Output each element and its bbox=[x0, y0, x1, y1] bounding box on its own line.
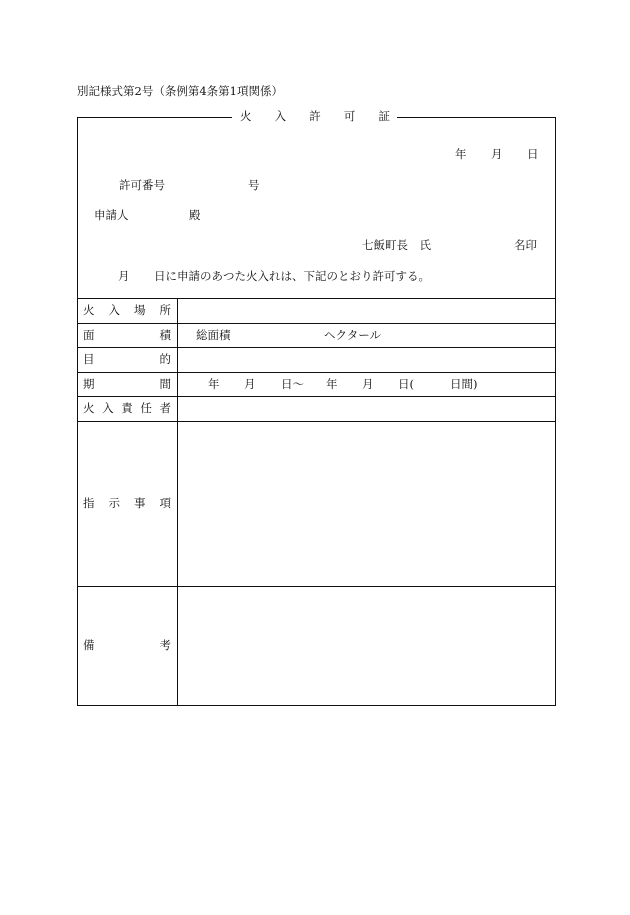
row-line-1 bbox=[77, 323, 556, 324]
purpose-label-char: 的 bbox=[159, 352, 171, 366]
period-start-year: 年 bbox=[208, 377, 220, 391]
period-label bbox=[83, 379, 171, 391]
title-char-5: 証 bbox=[378, 109, 390, 123]
location-label-char: 所 bbox=[159, 303, 171, 317]
period-label-char: 間 bbox=[159, 377, 171, 391]
title-char-3: 許 bbox=[309, 109, 321, 123]
period-end-month: 月 bbox=[362, 377, 374, 391]
remarks-label-char: 備 bbox=[83, 638, 95, 652]
area-label bbox=[83, 330, 171, 342]
applicant-honorific: 殿 bbox=[189, 208, 201, 222]
area-unit: ヘクタール bbox=[324, 328, 382, 342]
location-label-char: 入 bbox=[108, 303, 120, 317]
title-char-4: 可 bbox=[343, 109, 356, 123]
permit-number-label: 許可番号 bbox=[119, 178, 165, 192]
responsible-label bbox=[83, 403, 171, 415]
period-start-month: 月 bbox=[244, 377, 256, 391]
statement-text: 日に申請のあつた火入れは、下記のとおり許可する。 bbox=[154, 269, 430, 283]
label-column-divider bbox=[177, 298, 178, 706]
instructions-label-char: 指 bbox=[83, 496, 95, 510]
table-bottom-line bbox=[77, 705, 556, 706]
date-month: 月 bbox=[491, 147, 503, 161]
purpose-label-char: 目 bbox=[83, 352, 95, 366]
title-char-2: 入 bbox=[274, 109, 287, 123]
remarks-label-char: 考 bbox=[159, 638, 171, 652]
frame-top-right bbox=[397, 117, 556, 118]
statement-month: 月 bbox=[118, 269, 130, 283]
permit-number-suffix: 号 bbox=[248, 178, 260, 192]
responsible-label-char: 任 bbox=[140, 401, 152, 415]
table-top-line bbox=[77, 298, 556, 299]
purpose-label bbox=[83, 354, 171, 366]
period-end-year: 年 bbox=[326, 377, 338, 391]
row-line-2 bbox=[77, 347, 556, 348]
row-line-6 bbox=[77, 586, 556, 587]
row-line-4 bbox=[77, 396, 556, 397]
period-end-day: 日( bbox=[398, 377, 414, 391]
remarks-label bbox=[83, 640, 171, 652]
title-char-1: 火 bbox=[240, 109, 252, 123]
applicant-label: 申請人 bbox=[94, 208, 129, 222]
certificate-title bbox=[240, 111, 390, 123]
date-day: 日 bbox=[527, 147, 539, 161]
instructions-label-char: 項 bbox=[159, 496, 171, 510]
responsible-label-char: 入 bbox=[102, 401, 114, 415]
form-heading: 別記様式第2号（条例第4条第1項関係） bbox=[77, 84, 283, 98]
responsible-label-char: 火 bbox=[83, 401, 95, 415]
area-total-label: 総面積 bbox=[196, 328, 231, 342]
responsible-label-char: 責 bbox=[121, 401, 133, 415]
frame-right bbox=[555, 117, 556, 706]
row-line-3 bbox=[77, 372, 556, 373]
instructions-label bbox=[83, 498, 171, 510]
issuer-seal: 名印 bbox=[514, 238, 537, 252]
period-start-day: 日〜 bbox=[281, 377, 304, 391]
issuer-title: 七飯町長 氏 bbox=[362, 238, 431, 252]
location-label-char: 場 bbox=[134, 303, 146, 317]
instructions-label-char: 示 bbox=[108, 496, 120, 510]
date-year: 年 bbox=[455, 147, 467, 161]
location-label bbox=[83, 305, 171, 317]
area-label-char: 面 bbox=[83, 328, 95, 342]
period-days: 日間) bbox=[450, 377, 478, 391]
area-label-char: 積 bbox=[159, 328, 171, 342]
frame-left bbox=[77, 117, 78, 706]
row-line-5 bbox=[77, 421, 556, 422]
instructions-label-char: 事 bbox=[134, 496, 146, 510]
responsible-label-char: 者 bbox=[159, 401, 171, 415]
period-label-char: 期 bbox=[83, 377, 95, 391]
frame-top-left bbox=[77, 117, 232, 118]
location-label-char: 火 bbox=[83, 303, 95, 317]
